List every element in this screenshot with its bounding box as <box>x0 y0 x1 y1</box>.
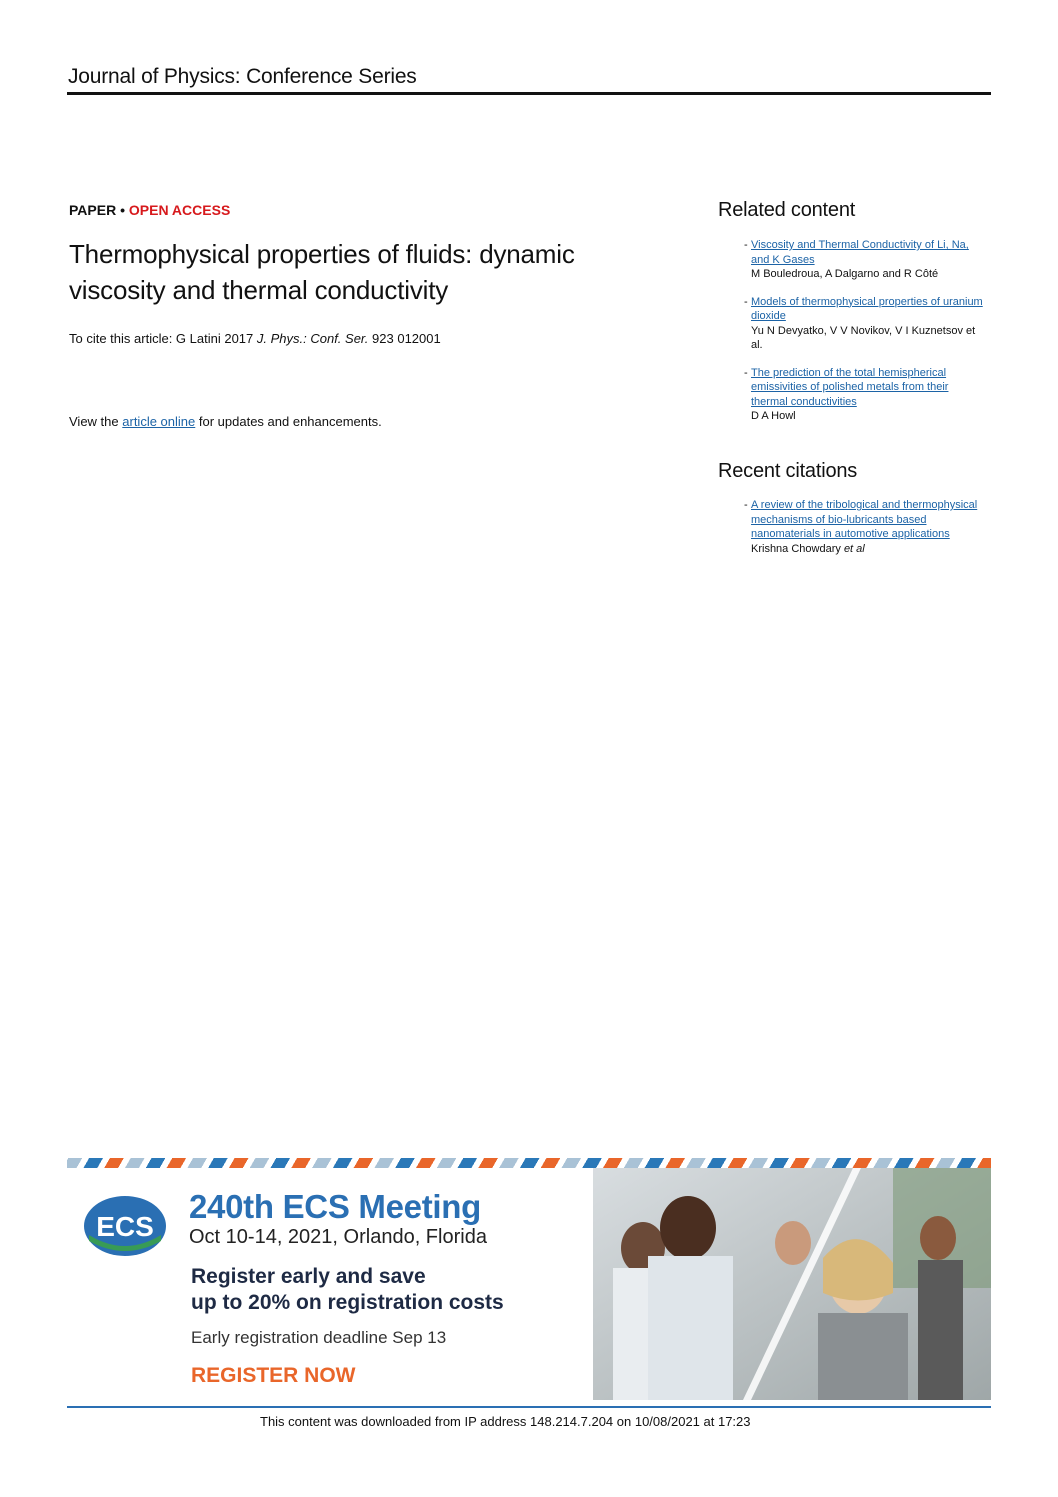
paper-type-line <box>69 202 230 218</box>
promo-line-1: Register early and save <box>191 1265 426 1288</box>
related-item-link[interactable]: Viscosity and Thermal Conductivity of Li, Na, and K Gases <box>751 239 969 266</box>
paper-title-line-2: viscosity and thermal conductivity <box>69 275 449 305</box>
list-dash: - <box>744 239 748 251</box>
citation-item-link[interactable]: A review of the tribological and thermophysical mechanisms of bio-lubricants based nanomaterials in automotive applications <box>751 499 978 540</box>
related-item <box>744 238 984 282</box>
related-item <box>744 366 984 424</box>
cite-prefix: To cite this article: G Latini 2017 <box>69 331 254 346</box>
view-online-line <box>69 414 382 429</box>
list-dash: - <box>744 295 748 308</box>
related-item-authors: M Bouledroua, A Dalgarno and R Côté <box>751 268 939 280</box>
banner-body <box>67 1168 991 1400</box>
related-item-link[interactable]: Models of thermophysical properties of uranium dioxide <box>751 295 983 322</box>
paper-type-label: PAPER <box>69 202 117 218</box>
citation-authors-name: Krishna Chowdary <box>751 542 841 555</box>
recent-citations-list <box>744 498 984 569</box>
promo-line-2: up to 20% on registration costs <box>191 1291 504 1314</box>
download-note: This content was downloaded from IP address 148.214.7.204 on 10/08/2021 at 17:23 <box>260 1414 751 1429</box>
recent-citations-heading: Recent citations <box>718 460 858 482</box>
citation-item <box>744 498 984 556</box>
paper-title <box>69 236 689 308</box>
banner-stripe-border <box>67 1158 991 1168</box>
ecs-logo-text: ECS <box>96 1211 154 1242</box>
citation-authors-etal: et al <box>843 542 865 555</box>
citation-item-authors <box>751 542 984 557</box>
separator: • <box>120 202 125 218</box>
list-dash: - <box>744 366 748 379</box>
view-suffix: for updates and enhancements. <box>198 414 382 429</box>
paper-title-line-1: Thermophysical properties of fluids: dynamic <box>69 239 575 269</box>
cite-journal: J. Phys.: Conf. Ser. <box>256 331 369 346</box>
journal-title: Journal of Physics: Conference Series <box>68 65 417 88</box>
related-item-authors: D A Howl <box>751 410 796 422</box>
list-dash: - <box>744 499 748 511</box>
related-content-heading: Related content <box>718 199 856 221</box>
register-now-button[interactable]: REGISTER NOW <box>191 1364 356 1387</box>
ecs-logo <box>83 1195 167 1257</box>
meeting-dates: Oct 10-14, 2021, Orlando, Florida <box>189 1226 487 1248</box>
related-item-link[interactable]: The prediction of the total hemispherical emissivities of polished metals from their thermal conductivities <box>751 366 949 408</box>
citation-line <box>69 331 441 346</box>
conference-photo <box>593 1168 991 1400</box>
related-item <box>744 295 984 353</box>
registration-deadline: Early registration deadline Sep 13 <box>191 1328 447 1347</box>
banner-bottom-rule <box>67 1406 991 1408</box>
related-content-list <box>744 238 984 437</box>
article-online-link[interactable]: article online <box>122 414 196 429</box>
ecs-meeting-banner[interactable] <box>67 1158 991 1408</box>
open-access-label: OPEN ACCESS <box>128 202 231 218</box>
related-item-authors: Yu N Devyatko, V V Novikov, V I Kuznetsov et al. <box>751 324 976 351</box>
header-rule <box>67 92 991 95</box>
meeting-title: 240th ECS Meeting <box>189 1188 481 1225</box>
view-prefix: View the <box>69 414 119 429</box>
cite-suffix: 923 012001 <box>372 331 441 346</box>
